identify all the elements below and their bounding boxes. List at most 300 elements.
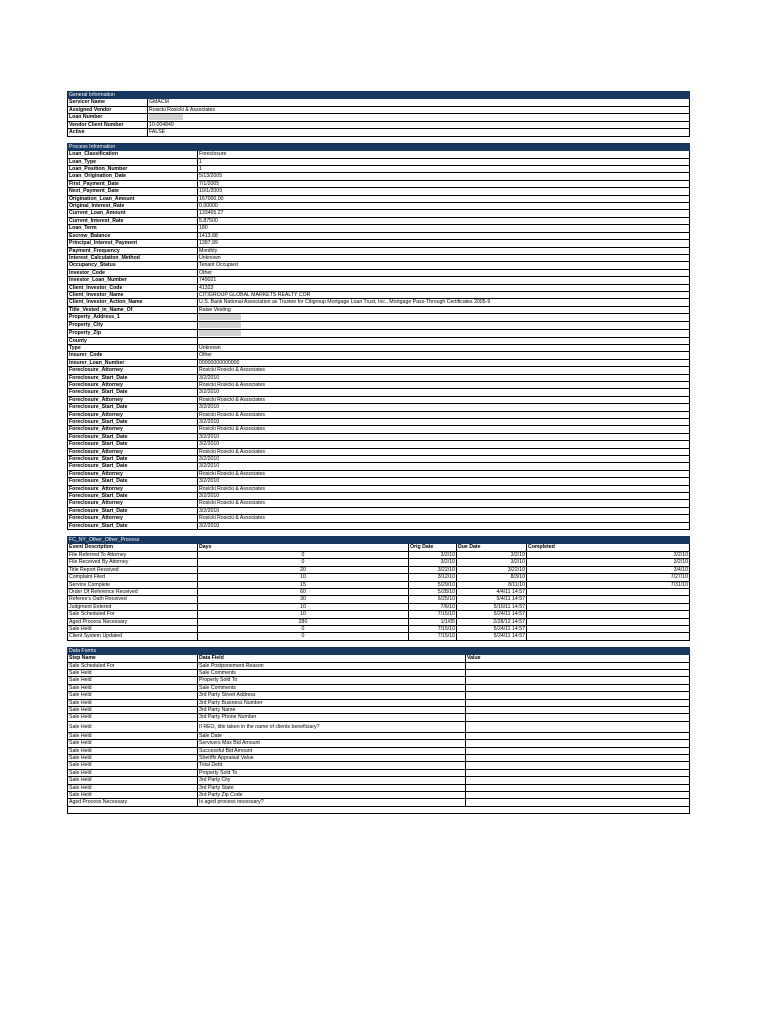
orig-date-value: 7/15/10 [409, 611, 457, 618]
step-name: Sale Held [68, 692, 198, 699]
step-name: Sale Held [68, 721, 198, 732]
servicer-name-label: Servicer Name [68, 99, 148, 106]
table-row [68, 381, 690, 388]
field-value [466, 747, 690, 754]
completed-value: 7/27/10 [527, 574, 690, 581]
table-row [68, 515, 690, 522]
field-label: Foreclosure_Start_Date [68, 374, 198, 381]
completed-value [527, 618, 690, 625]
step-name: Sale Held [68, 762, 198, 769]
field-label: Next_Payment_Date [68, 188, 198, 195]
table-row [68, 389, 690, 396]
general-information-header: General Information [68, 92, 690, 99]
step-name: Sale Held [68, 684, 198, 691]
table-row [68, 232, 690, 239]
table-row [68, 269, 690, 276]
due-date-value: 5/24/11 14:57 [457, 611, 527, 618]
table-row [68, 188, 690, 195]
field-value: 1397.99 [198, 240, 690, 247]
field-label: Foreclosure_Attorney [68, 448, 198, 455]
table-row [68, 203, 690, 210]
data-field: 3rd Party State [198, 784, 466, 791]
field-value: 1413.88 [198, 232, 690, 239]
event-description: Aged Process Necessary [68, 618, 198, 625]
field-label: First_Payment_Date [68, 180, 198, 187]
redacted-block [199, 314, 241, 320]
event-description: Title Report Received [68, 566, 198, 573]
days-value: 30 [198, 596, 409, 603]
field-label: Client_Investor_Code [68, 284, 198, 291]
due-date-value: 5/16/11 14:57 [457, 603, 527, 610]
servicer-name-value: GMACM [148, 99, 690, 106]
days-value: 0 [198, 559, 409, 566]
table-row [68, 581, 690, 588]
completed-value: 7/31/10 [527, 581, 690, 588]
field-value: 3/2/2010 [198, 522, 690, 529]
table-row [68, 732, 690, 739]
event-description: Order Of Reference Received [68, 588, 198, 595]
event-description: File Referred To Attorney [68, 551, 198, 558]
table-row [68, 755, 690, 762]
table-row [68, 707, 690, 714]
field-value: 3/2/2010 [198, 418, 690, 425]
table-end-row [68, 806, 690, 813]
field-value: Rosicki Rosicki & Associates [198, 470, 690, 477]
orig-date-value: 7/15/10 [409, 633, 457, 640]
field-value: 3/2/2010 [198, 478, 690, 485]
field-label: Client_Investor_Name [68, 291, 198, 298]
field-label: Foreclosure_Attorney [68, 485, 198, 492]
field-label: Foreclosure_Attorney [68, 470, 198, 477]
table-row [68, 306, 690, 313]
field-label: Original_Interest_Rate [68, 203, 198, 210]
table-row [68, 714, 690, 721]
field-value: 3/2/2010 [198, 507, 690, 514]
step-name: Sale Held [68, 784, 198, 791]
field-label: Loan_Position_Number [68, 166, 198, 173]
table-row [68, 500, 690, 507]
field-label: Foreclosure_Start_Date [68, 441, 198, 448]
field-value: 3/2/2010 [198, 389, 690, 396]
field-label: Foreclosure_Start_Date [68, 389, 198, 396]
table-row [68, 254, 690, 261]
field-value: Raise Vesting [198, 306, 690, 313]
step-name: Sale Held [68, 740, 198, 747]
data-field: 3rd Party Street Address [198, 692, 466, 699]
field-value [466, 692, 690, 699]
table-row [68, 314, 690, 322]
field-label: Current_Loan_Amount [68, 210, 198, 217]
orig-date-value: 7/6/10 [409, 603, 457, 610]
field-value [198, 314, 690, 322]
table-row [68, 478, 690, 485]
data-forms-header: Data Forms [68, 647, 690, 654]
field-value: 3/2/2010 [198, 456, 690, 463]
data-field: 3rd Party Business Number [198, 699, 466, 706]
table-row [68, 677, 690, 684]
field-value: 3/2/2010 [198, 463, 690, 470]
due-date-value: 3/2/10 [457, 551, 527, 558]
field-value: CITIGROUP GLOBAL MARKETS REALTY COR [198, 291, 690, 298]
field-value [466, 762, 690, 769]
process-information-rows [68, 151, 690, 530]
field-value [466, 740, 690, 747]
field-value [466, 784, 690, 791]
completed-value [527, 588, 690, 595]
field-value: 7/1/2005 [198, 180, 690, 187]
data-field: 3rd Party City [198, 777, 466, 784]
field-value: Rosicki Rosicki & Associates [198, 381, 690, 388]
table-row [68, 559, 690, 566]
table-row [68, 669, 690, 676]
document-page [67, 91, 690, 814]
field-label: Foreclosure_Start_Date [68, 478, 198, 485]
table-row [68, 566, 690, 573]
field-value: Other [198, 269, 690, 276]
field-value: 133465.27 [198, 210, 690, 217]
table-row [68, 740, 690, 747]
table-row [68, 551, 690, 558]
table-row [68, 588, 690, 595]
days-value: 10 [198, 603, 409, 610]
days-value: 15 [198, 581, 409, 588]
table-row [68, 721, 690, 732]
event-description: Sale Scheduled For [68, 611, 198, 618]
field-value [466, 699, 690, 706]
event-description: Client System Updated [68, 633, 198, 640]
step-name: Sale Scheduled For [68, 662, 198, 669]
table-row [68, 769, 690, 776]
due-date-value: 3/2/10 [457, 559, 527, 566]
table-row [68, 470, 690, 477]
active-value: FALSE [148, 129, 690, 136]
field-value [198, 321, 690, 329]
field-value [466, 732, 690, 739]
field-value: Rosicki Rosicki & Associates [198, 426, 690, 433]
field-label: Foreclosure_Attorney [68, 500, 198, 507]
step-name: Sale Held [68, 769, 198, 776]
table-row [68, 291, 690, 298]
orig-date-value: 5/28/10 [409, 588, 457, 595]
table-row [68, 344, 690, 351]
table-row [68, 603, 690, 610]
step-name: Sale Held [68, 707, 198, 714]
field-value [466, 707, 690, 714]
active-label: Active [68, 129, 148, 136]
table-row [68, 692, 690, 699]
field-label: Foreclosure_Attorney [68, 411, 198, 418]
event-description: Judgment Entered [68, 603, 198, 610]
step-name: Sale Held [68, 792, 198, 799]
field-value: 3/2/2010 [198, 493, 690, 500]
event-description: Service Complete [68, 581, 198, 588]
table-row [68, 633, 690, 640]
orig-date-value: 5/29/10 [409, 581, 457, 588]
redacted-block [199, 322, 241, 328]
step-name: Sale Held [68, 755, 198, 762]
event-description: Referee's Oath Received [68, 596, 198, 603]
field-value: Tenant Occupied [198, 262, 690, 269]
table-row [68, 321, 690, 329]
data-field: 3rd Party Zip Code [198, 792, 466, 799]
field-value: Rosicki Rosicki & Associates [198, 411, 690, 418]
field-value [466, 777, 690, 784]
field-label: Foreclosure_Start_Date [68, 463, 198, 470]
orig-date-value: 3/22/10 [409, 566, 457, 573]
field-value: Foreclosure [198, 151, 690, 158]
table-row [68, 618, 690, 625]
due-date-value: 5/24/11 14:57 [457, 625, 527, 632]
orig-date-value: 3/2/10 [409, 559, 457, 566]
field-label: Loan_Type [68, 158, 198, 165]
data-field: 3rd Party Name [198, 707, 466, 714]
field-label: Escrow_Balance [68, 232, 198, 239]
data-field: Property Sold To [198, 769, 466, 776]
table-row [68, 166, 690, 173]
field-value: Unknown [198, 344, 690, 351]
table-row [68, 396, 690, 403]
completed-value [527, 611, 690, 618]
fc-process-header: FC_NY_Other_Other_Process [68, 537, 690, 544]
table-row [68, 359, 690, 366]
table-row [68, 404, 690, 411]
table-row [68, 792, 690, 799]
field-value: 3/2/2010 [198, 433, 690, 440]
table-row [68, 574, 690, 581]
table-row [68, 777, 690, 784]
assigned-vendor-label: Assigned Vendor [68, 106, 148, 113]
field-value: Monthly [198, 247, 690, 254]
field-value: 5/13/2005 [198, 173, 690, 180]
data-field: Total Debt [198, 762, 466, 769]
table-row [68, 456, 690, 463]
table-row [68, 762, 690, 769]
column-days: Days [198, 544, 409, 551]
field-label: Insurer_Code [68, 352, 198, 359]
field-value: 3/2/2010 [198, 404, 690, 411]
field-label: Foreclosure_Attorney [68, 381, 198, 388]
field-value: Other [198, 352, 690, 359]
field-value: 1 [198, 158, 690, 165]
field-label: Loan_Classification [68, 151, 198, 158]
field-value: Rosicki Rosicki & Associates [198, 500, 690, 507]
step-name: Sale Held [68, 777, 198, 784]
field-label: Title_Vested_in_Name_Of [68, 306, 198, 313]
process-information-table [67, 143, 690, 536]
field-value: 0.00000 [198, 203, 690, 210]
orig-date-value: 7/15/10 [409, 625, 457, 632]
field-value: 180 [198, 225, 690, 232]
table-row [68, 337, 690, 344]
field-label: Property_Zip [68, 329, 198, 337]
due-date-value: 3/22/10 [457, 566, 527, 573]
table-row [68, 411, 690, 418]
table-row [68, 662, 690, 669]
table-row [68, 747, 690, 754]
due-date-value: 5/4/11 14:57 [457, 596, 527, 603]
data-field: Sale Comments [198, 669, 466, 676]
table-row [68, 596, 690, 603]
column-completed: Completed [527, 544, 690, 551]
table-row [68, 277, 690, 284]
field-value [466, 721, 690, 732]
data-field: Sheriffs Appraisal Value [198, 755, 466, 762]
field-label: Foreclosure_Start_Date [68, 507, 198, 514]
orig-date-value: 3/12/10 [409, 574, 457, 581]
due-date-value: 2/28/12 14:57 [457, 618, 527, 625]
table-row [68, 448, 690, 455]
table-row [68, 485, 690, 492]
table-row [68, 374, 690, 381]
fc-process-table [67, 536, 690, 647]
field-value [466, 669, 690, 676]
field-value: 5.87500 [198, 217, 690, 224]
vendor-client-number-label: Vendor Client Number [68, 122, 148, 129]
data-field: Servicers Max Bid Amount [198, 740, 466, 747]
field-value: 3/2/2010 [198, 441, 690, 448]
table-row [68, 225, 690, 232]
field-label: Loan_Term [68, 225, 198, 232]
general-information-table [67, 91, 690, 143]
completed-value [527, 603, 690, 610]
days-value: 0 [198, 633, 409, 640]
field-label: Foreclosure_Start_Date [68, 522, 198, 529]
orig-date-value: 6/25/10 [409, 596, 457, 603]
table-row [68, 418, 690, 425]
data-forms-table [67, 647, 690, 815]
column-orig-date: Orig Date [409, 544, 457, 551]
field-label: Origination_Loan_Amount [68, 195, 198, 202]
field-value [466, 799, 690, 806]
due-date-value: 8/11/10 [457, 581, 527, 588]
field-value: Rosicki Rosicki & Associates [198, 485, 690, 492]
table-row [68, 210, 690, 217]
field-label: Foreclosure_Attorney [68, 396, 198, 403]
days-value: 60 [198, 588, 409, 595]
data-field: 3rd Party Phone Number [198, 714, 466, 721]
field-label: Foreclosure_Start_Date [68, 404, 198, 411]
field-label: County [68, 337, 198, 344]
field-value: 167000.00 [198, 195, 690, 202]
table-row [68, 262, 690, 269]
field-label: Type [68, 344, 198, 351]
field-value: 1 [198, 166, 690, 173]
event-description: File Received By Attorney [68, 559, 198, 566]
days-value: 10 [198, 574, 409, 581]
due-date-value: 5/24/11 14:57 [457, 633, 527, 640]
redacted-block [149, 114, 183, 120]
field-label: Property_Address_1 [68, 314, 198, 322]
column-due-date: Due Date [457, 544, 527, 551]
field-value: Rosicki Rosicki & Associates [198, 396, 690, 403]
field-label: Principal_Interest_Payment [68, 240, 198, 247]
table-row [68, 329, 690, 337]
step-name: Sale Held [68, 699, 198, 706]
step-name: Sale Held [68, 714, 198, 721]
field-label: Occupancy_Status [68, 262, 198, 269]
field-value: Rosicki Rosicki & Associates [198, 515, 690, 522]
table-row [68, 367, 690, 374]
fc-process-rows [68, 551, 690, 640]
column-data-field: Data Field [198, 655, 466, 662]
field-value [466, 792, 690, 799]
completed-value: 3/2/10 [527, 551, 690, 558]
table-row [68, 173, 690, 180]
table-row [68, 699, 690, 706]
table-row [68, 195, 690, 202]
field-value: U.S. Bank National Association as Trustee for Citigroup Mortgage Loan Trust, Inc., Mortgage Pass-Through Certificates 2005-9 [198, 299, 690, 306]
table-row [68, 352, 690, 359]
data-field: Is aged process necessary? [198, 799, 466, 806]
field-label: Property_City [68, 321, 198, 329]
days-value: 0 [198, 625, 409, 632]
table-row [68, 507, 690, 514]
orig-date-value: 3/2/10 [409, 551, 457, 558]
completed-value: 3/2/10 [527, 559, 690, 566]
table-row [68, 463, 690, 470]
table-row [68, 611, 690, 618]
table-row [68, 151, 690, 158]
vendor-client-number-value: 10-004849 [148, 122, 690, 129]
field-label: Interest_Calculation_Method [68, 254, 198, 261]
event-description: Complaint Filed [68, 574, 198, 581]
field-value: 00000000000000 [198, 359, 690, 366]
field-label: Client_Investor_Action_Name [68, 299, 198, 306]
field-label: Investor_Code [68, 269, 198, 276]
days-value: 280 [198, 618, 409, 625]
table-row [68, 240, 690, 247]
table-row [68, 684, 690, 691]
field-value: 3/2/2010 [198, 374, 690, 381]
field-label: Foreclosure_Start_Date [68, 418, 198, 425]
field-label: Investor_Loan_Number [68, 277, 198, 284]
field-label: Foreclosure_Start_Date [68, 493, 198, 500]
table-row [68, 522, 690, 529]
process-information-header: Process Information [68, 143, 690, 150]
table-row [68, 784, 690, 791]
field-label: Foreclosure_Attorney [68, 367, 198, 374]
field-label: Insurer_Loan_Number [68, 359, 198, 366]
step-name: Sale Held [68, 669, 198, 676]
field-label: Foreclosure_Start_Date [68, 433, 198, 440]
step-name: Sale Held [68, 677, 198, 684]
field-value [466, 755, 690, 762]
table-row [68, 299, 690, 306]
loan-number-value [148, 114, 690, 122]
field-label: Foreclosure_Start_Date [68, 456, 198, 463]
field-value: 749021 [198, 277, 690, 284]
completed-value [527, 596, 690, 603]
data-field: Sale Date [198, 732, 466, 739]
due-date-value: 4/4/11 14:57 [457, 588, 527, 595]
table-row [68, 426, 690, 433]
field-label: Loan_Origination_Date [68, 173, 198, 180]
table-row [68, 217, 690, 224]
field-label: Current_Interest_Rate [68, 217, 198, 224]
field-label: Foreclosure_Attorney [68, 426, 198, 433]
column-value: Value [466, 655, 690, 662]
field-value [466, 662, 690, 669]
data-field: Successful Bid Amount [198, 747, 466, 754]
field-value: Unknown [198, 254, 690, 261]
column-step-name: Step Name [68, 655, 198, 662]
field-label: Foreclosure_Attorney [68, 515, 198, 522]
field-value: Rosicki Rosicki & Associates [198, 448, 690, 455]
orig-date-value: 1/1/05 [409, 618, 457, 625]
step-name: Sale Held [68, 747, 198, 754]
column-event-description: Event Description [68, 544, 198, 551]
days-value: 10 [198, 611, 409, 618]
